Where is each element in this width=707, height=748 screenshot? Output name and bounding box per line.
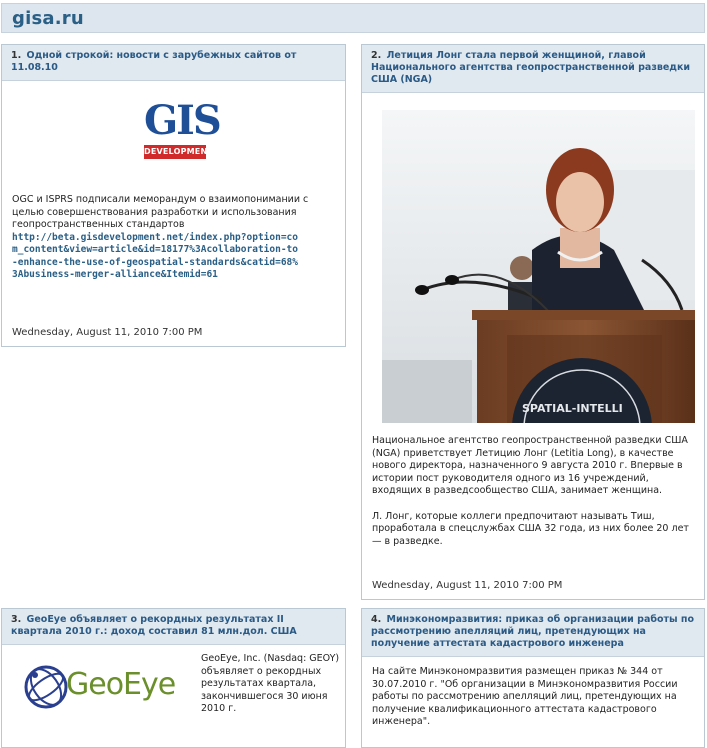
news-date: Wednesday, August 11, 2010 7:00 PM [372, 580, 563, 591]
news-photo[interactable] [382, 110, 695, 423]
news-number: 1. [11, 50, 22, 61]
news-number: 4. [371, 614, 382, 625]
news-card-header [2, 609, 345, 645]
news-title-link[interactable]: Одной строкой: новости с зарубежных сайтов от 11.08.10 [11, 50, 297, 73]
seal-text: SPATIAL-INTELLI [522, 402, 623, 415]
news-card-header [2, 45, 345, 81]
news-number: 2. [371, 50, 382, 61]
news-body [12, 194, 312, 282]
news-card-1 [1, 44, 346, 347]
news-paragraph-1: Национальное агентство геопространственной разведки США (NGA) приветствует Летицию Лонг (Letitia Long), в качестве нового директора, назначенного 9 августа 2010 г. Впервые в истории пост руководителя одного из 16 учреждений, входящих в разведсообщество США, занимает женщина. [372, 435, 688, 496]
news-paragraph-2: Л. Лонг, которые коллеги предпочитают называть Тиш, проработала в спецслужбах США 32 года, из них более 20 лет — в разведке. [372, 510, 689, 547]
news-card-header [362, 609, 704, 657]
news-source-link[interactable]: http://beta.gisdevelopment.net/index.php?option=com_content&view=article&id=18177%3Acollaboration-to-enhance-the-use-of-geospatial-standards&catid=68%3Abusiness-merger-alliance&Itemid=61 [12, 231, 298, 280]
news-body [372, 435, 700, 548]
geoeye-logo[interactable] [22, 659, 177, 713]
news-text: OGC и ISPRS подписали меморандум о взаимопонимании с целью совершенствования разработки и использования геопространственных стандартов [12, 194, 309, 230]
news-text: GeoEye, Inc. (Nasdaq: GEOY) объявляет о рекордных результатах квартала, закончившегося 30 июня 2010 г. [201, 653, 340, 714]
news-card-3 [1, 608, 346, 748]
site-header [1, 3, 705, 33]
news-card-header [362, 45, 704, 93]
news-date: Wednesday, August 11, 2010 7:00 PM [12, 327, 203, 338]
news-title-link[interactable]: Летиция Лонг стала первой женщиной, главой Национального агентства геопространственной разведки США (NGA) [371, 50, 691, 85]
gis-development-logo[interactable] [144, 97, 220, 163]
news-card-2 [361, 44, 705, 600]
podium-speaker-photo [382, 110, 695, 423]
gis-logo-letters: GIS [144, 97, 220, 144]
news-card-4 [361, 608, 705, 748]
news-text: На сайте Минэкономразвития размещен приказ № 344 от 30.07.2010 г. "Об организации в Минэкономразвития России работы по рассмотрению апелляций лиц, претендующих на получение квалификационного аттестата кадастрового инженера". [372, 666, 678, 727]
geoeye-wordmark: GeoEye [66, 667, 176, 702]
geoeye-globe-icon [22, 659, 70, 713]
news-number: 3. [11, 614, 22, 625]
site-title[interactable]: gisa.ru [12, 8, 84, 29]
news-title-link[interactable]: Минэкономразвития: приказ об организации работы по рассмотрению апелляций лиц, претендующих на получение аттестата кадастрового инженера [371, 614, 695, 649]
gis-logo-band: DEVELOPMENT [144, 145, 206, 159]
news-title-link[interactable]: GeoEye объявляет о рекордных результатах II квартала 2010 г.: доход составил 81 млн.дол. США [11, 614, 297, 637]
